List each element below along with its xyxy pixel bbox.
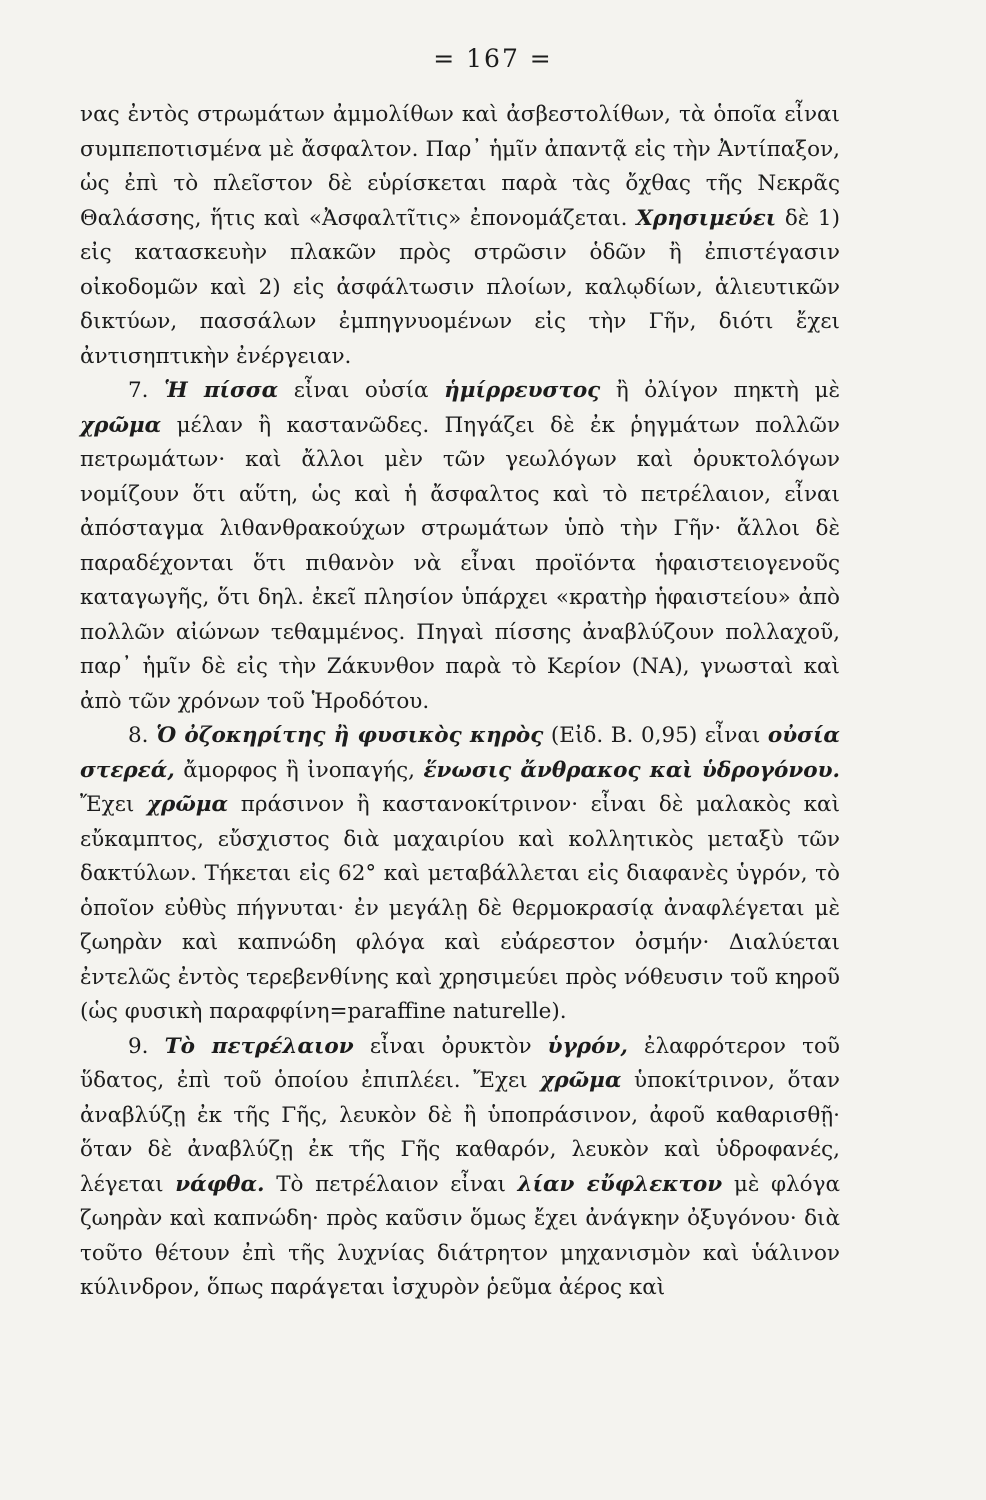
text-run: ἄμορφος ἢ ἰνοπαγής,: [174, 757, 424, 783]
emphasized-term: Τὸ πετρέλαιον: [164, 1033, 354, 1059]
emphasized-term: νάφθα.: [175, 1171, 265, 1197]
text-run: ἢ ὀλίγον πηκτὴ μὲ: [600, 378, 840, 403]
text-run: εἶναι οὐσία: [278, 378, 445, 403]
text-run: (Εἰδ. Β. 0,95) εἶναι: [543, 723, 768, 748]
text-run: μέλαν ἢ καστανῶδες. Πηγάζει δὲ ἐκ ῥηγμάτων πολλῶν πετρωμάτων· καὶ ἄλλοι μὲν τῶν γεωλόγων καὶ ὀρυκτολόγων νομίζουν ὅτι αὕτη, ὡς καὶ ἡ ἄσφαλτος καὶ τὸ πετρέλαιον, εἶναι ἀπόσταγμα λιθανθρακούχων στρωμάτων ὑπὸ τὴν Γῆν· ἄλλοι δὲ παραδέχονται ὅτι πιθανὸν νὰ εἶναι προϊόντα ἡφαιστειογενοῦς καταγωγῆς, ὅτι δηλ. ἐκεῖ πλησίον ὑπάρχει «κρατὴρ ἡφαιστείου» ἀπὸ πολλῶν αἰώνων τεθαμμένος. Πηγαὶ πίσσης ἀναβλύζουν πολλαχοῦ, παρ᾽ ἡμῖν δὲ εἰς τὴν Ζάκυνθον παρὰ τὸ Κερίον (ΝΑ), γνωσταὶ καὶ ἀπὸ τῶν χρόνων τοῦ Ἡροδότου.: [80, 412, 840, 714]
emphasized-term: ἡμίρρευστος: [444, 378, 601, 403]
paragraph: [80, 719, 840, 1030]
text-run: εἶναι ὀρυκτὸν: [353, 1033, 548, 1059]
emphasized-term: Ὁ ὀζοκηρίτης ἢ φυσικὸς κηρὸς: [156, 723, 544, 748]
paragraph: [80, 98, 840, 374]
text-run: 8.: [128, 723, 157, 748]
text-run: ὑποκίτρινον, ὅταν ἀναβλύζῃ ἐκ τῆς Γῆς, λευκὸν δὲ ἢ ὑποπράσινον, ἀφοῦ καθαρισθῇ· ὅταν δὲ ἀναβλύζῃ ἐκ τῆς Γῆς καθαρόν, λευκὸν καὶ ὑδροφανές, λέγεται: [80, 1068, 840, 1197]
emphasized-term: Χρησιμεύει: [636, 205, 777, 231]
text-run: πράσινον ἢ καστανοκίτρινον· εἶναι δὲ μαλακὸς καὶ εὔκαμπτος, εὔσχιστος διὰ μαχαιρίου καὶ κολλητικὸς μεταξὺ τῶν δακτύλων. Τήκεται εἰς 62° καὶ μεταβάλλεται εἰς διαφανὲς ὑγρόν, τὸ ὁποῖον εὐθὺς πήγνυται· ἐν μεγάλῃ δὲ θερμοκρασίᾳ ἀναφλέγεται μὲ ζωηρὰν καὶ καπνώδη φλόγα καὶ εὐάρεστον ὀσμήν· Διαλύεται ἐντελῶς ἐντὸς τερεβενθίνης καὶ χρησιμεύει πρὸς νόθευσιν τοῦ κηροῦ (ὡς φυσικὴ παραφφίνη=paraffine naturelle).: [80, 792, 841, 1024]
page-number: = 167 =: [433, 44, 553, 73]
text-run: 9.: [128, 1033, 165, 1059]
emphasized-term: λίαν εὔφλεκτον: [517, 1171, 723, 1197]
text-run: μὲ φλόγα ζωηρὰν καὶ καπνώδη· πρὸς καῦσιν ὅμως ἔχει ἀνάγκην ὀξυγόνου· διὰ τοῦτο θέτουν ἐπὶ τῆς λυχνίας διάτρητον μηχανισμὸν καὶ ὑάλινον κύλινδρον, ὅπως παράγεται ἰσχυρὸν ῥεῦμα ἀέρος καὶ: [80, 1171, 840, 1300]
emphasized-term: οὐσία στερεά,: [80, 723, 840, 783]
text-run: Τὸ πετρέλαιον εἶναι: [264, 1171, 518, 1197]
text-run: 7.: [128, 378, 165, 403]
text-run: δὲ 1) εἰς κατασκευὴν πλακῶν πρὸς στρῶσιν ὁδῶν ἢ ἐπιστέγασιν οἰκοδομῶν καὶ 2) εἰς ἀσφάλτωσιν πλοίων, καλῳδίων, ἁλιευτικῶν δικτύων, πασσάλων ἐμπηγνυομένων εἰς τὴν Γῆν, διότι ἔχει ἀντισηπτικὴν ἐνέργειαν.: [80, 205, 840, 369]
paragraph: [80, 1030, 840, 1306]
emphasized-term: χρῶμα: [540, 1068, 622, 1093]
emphasized-term: ἕνωσις ἄνθρακος καὶ ὑδρογόνου.: [423, 757, 840, 783]
text-run: νας ἐντὸς στρωμάτων ἀμμολίθων καὶ ἀσβεστολίθων, τὰ ὁποῖα εἶναι συμπεποτισμένα μὲ ἄσφαλτον. Παρ᾽ ἡμῖν ἀπαντᾷ εἰς τὴν Ἀντίπαξον, ὡς ἐπὶ τὸ πλεῖστον δὲ εὑρίσκεται παρὰ τὰς ὄχθας τῆς Νεκρᾶς Θαλάσσης, ἥτις καὶ «Ἀσφαλτῖτις» ἐπονομάζεται.: [80, 102, 840, 231]
emphasized-term: χρῶμα: [80, 412, 162, 438]
emphasized-term: Ἡ πίσσα: [164, 378, 279, 403]
paragraph: [80, 374, 840, 719]
emphasized-term: ὑγρόν,: [547, 1033, 628, 1059]
text-run: ἐλαφρότερον τοῦ ὕδατος, ἐπὶ τοῦ ὁποίου ἐπιπλέει. Ἔχει: [80, 1033, 840, 1093]
text-run: Ἔχει: [80, 792, 147, 817]
emphasized-term: χρῶμα: [146, 792, 229, 817]
body-text: [80, 98, 840, 1306]
